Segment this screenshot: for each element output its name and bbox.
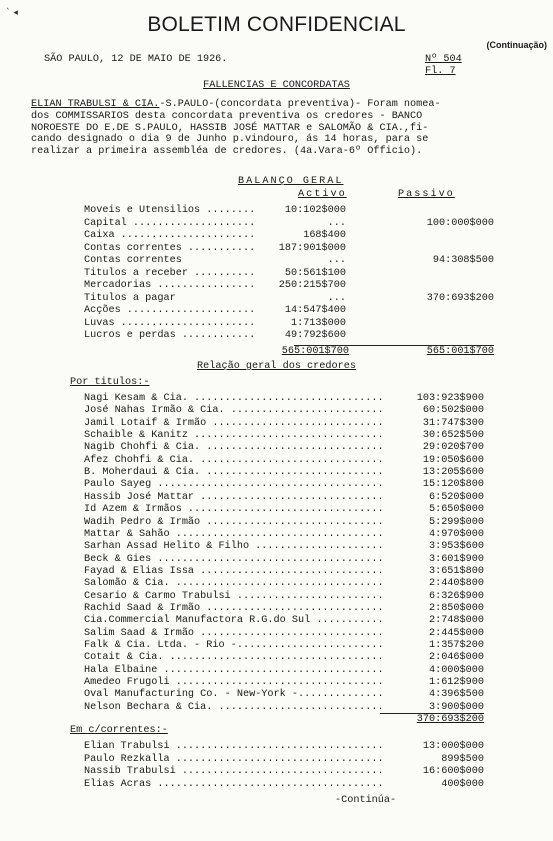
creditor-value: 2:850$000 [428,602,484,614]
balance-row [84,293,494,305]
current-account-row [84,754,484,766]
paragraph-line-2: dos COMMISSARIOS desta concordata preventiva os credores - BANCO [31,110,423,122]
continuation-label: (Continuação) [486,40,547,50]
issue-number-text: Nº 504 [425,54,462,65]
creditor-name: José Nahas Irmão & Cia. ......................... [84,405,384,417]
balance-row [84,205,494,217]
creditor-name: Hala Elbaine .................................... [84,664,384,676]
passivo-column-header: Passivo [398,189,455,200]
creditors-total [417,714,484,726]
creditor-name: Fayad & Elias Issa .............................. [84,565,384,577]
creditor-name: Sarhan Assad Helito & Filho ..................... [84,541,384,553]
creditor-value: 3:953$600 [428,541,484,553]
creditor-row [84,492,484,504]
firm-name: ELIAN TRABULSI & CIA. [31,99,160,110]
balance-row-label: Titulos a receber .......... [84,267,256,279]
creditor-row [84,479,484,491]
creditors-title: Relação geral dos credores [197,361,356,372]
creditor-value: 103:923$900 [416,393,484,404]
creditor-value: 15:120$800 [422,479,484,491]
creditor-name: Rachid Saad & Irmão ............................. [84,602,384,614]
creditor-row [84,628,484,640]
creditor-value: 1:612$900 [428,677,484,689]
corner-mark: ` ◂ [6,8,18,18]
current-account-name: Elias Acras ..................................... [84,778,384,790]
balance-row [84,218,494,230]
creditor-value: 3:651$800 [428,565,484,577]
creditor-value: 2:748$000 [428,615,484,627]
balance-row-passivo: 370:693$200 [426,292,494,304]
creditor-name: Paulo Sayeg ..................................... [84,479,384,491]
current-account-row [84,779,484,791]
creditor-row [84,640,484,652]
balance-row-activo: ... [327,292,346,304]
creditor-name: Id Azem & Irmãos ................................ [84,504,384,516]
balance-row [84,230,494,242]
creditor-row [84,591,484,603]
current-account-value: 400$000 [441,778,484,790]
paragraph-line-1 [31,99,441,111]
balance-row-activo: 250:215$700 [278,280,346,291]
creditor-value: 1:357$200 [428,640,484,651]
balance-title: BALANÇO GERAL [238,176,344,187]
creditor-value: 13:205$600 [422,467,484,479]
creditor-row [84,615,484,627]
balance-row-activo: 187:901$000 [278,242,346,254]
creditor-value: 6:520$000 [428,491,484,503]
balance-row [84,280,494,292]
creditor-row [84,689,484,701]
balance-row-label: Contas correntes ........... [84,242,256,254]
notice-paragraph [31,99,441,158]
balance-row-label: Caixa ...................... [84,230,256,241]
issue-number [425,54,462,66]
balance-row [84,268,494,280]
balance-row [84,330,494,342]
balance-row-label: Acções ..................... [84,305,256,316]
creditor-row [84,566,484,578]
creditor-name: Cesario & Carmo Trabulsi ........................ [84,590,384,602]
balance-row-passivo: 100:000$000 [426,217,494,229]
creditor-name: Schaible & Kanitz ............................... [84,430,384,442]
creditor-row [84,467,484,479]
creditor-value: 4:396$500 [428,689,484,701]
current-account-row [84,741,484,753]
creditor-row [84,405,484,417]
creditor-value: 5:299$000 [428,516,484,528]
creditor-value: 60:502$000 [422,405,484,417]
balance-total-activo-value: 565:001$700 [281,346,349,357]
balance-row-activo: 14:547$400 [284,305,346,316]
creditor-value: 4:970$000 [428,528,484,540]
current-account-name: Elian Trabulsi .................................. [84,741,384,752]
creditor-row [84,517,484,529]
creditor-row [84,554,484,566]
balance-total-activo [282,346,349,358]
balance-row-label: Contas correntes [84,255,182,266]
creditor-value: 3:601$900 [428,553,484,565]
balance-row-activo: 1:713$000 [290,317,346,329]
balance-row-activo: 168$400 [303,230,346,241]
creditor-row [84,455,484,467]
creditor-row [84,677,484,689]
creditor-value: 31:747$300 [422,417,484,429]
folio-text: Fl. 7 [425,66,456,77]
creditor-name: B. Moherdaui & Cia. ............................. [84,467,384,479]
creditor-value: 3:900$000 [428,701,484,713]
paragraph-line-1-rest: -S.PAULO-(concordata preventiva)- Foram nomea- [159,99,441,110]
creditor-value: 5:650$000 [428,504,484,516]
creditor-row [84,652,484,664]
creditor-value: 19:050$600 [422,454,484,466]
creditor-row [84,430,484,442]
current-account-name: Paulo Rezkalla .................................. [84,753,384,765]
creditor-name: Oval Manufacturing Co. - New-York -.............. [84,689,384,701]
continua-label: -Continúa- [335,795,397,806]
balance-row-activo: 49:792$600 [284,330,346,341]
creditor-name: Nelson Bechara & Cia. ........................... [84,701,384,713]
section-title: FALLENCIAS E CONCORDATAS [203,80,350,91]
balance-row-activo: ... [327,255,346,266]
balance-row-label: Titulos a pagar [84,292,176,304]
balance-row-label: Lucros e perdas ............ [84,330,256,341]
creditor-name: Cotait & Cia. ................................... [84,652,384,664]
balance-row-label: Capital .................... [84,217,256,229]
creditor-row [84,541,484,553]
balance-row [84,305,494,317]
creditor-name: Nagib Chohfi & Cia. ............................. [84,442,384,454]
creditor-name: Jamil Lotaif & Irmão ............................ [84,417,384,429]
creditor-name: Nagi Kesam & Cia. ............................... [84,393,384,404]
balance-row [84,255,494,267]
em-cc-heading: Em c/correntes:- [70,725,168,736]
creditor-row [84,442,484,454]
creditor-name: Salim Saad & Irmão .............................. [84,627,384,639]
creditor-name: Cia.Commercial Manufactora R.G.do Sul ........... [84,615,384,627]
creditor-row [84,665,484,677]
bulletin-title: BOLETIM CONFIDENCIAL [147,13,406,36]
current-account-value: 16:600$000 [422,766,484,777]
balance-row-label: Moveis e Utensilios ........ [84,205,256,216]
creditor-row [84,603,484,615]
folio-number [425,66,456,78]
creditor-value: 2:445$000 [428,627,484,639]
balance-row-activo: ... [327,217,346,229]
creditor-row [84,529,484,541]
current-account-value: 13:000$000 [422,741,484,752]
creditor-row [84,504,484,516]
creditor-name: Hassib José Mattar .............................. [84,491,384,503]
creditor-value: 29:020$700 [422,442,484,454]
creditor-value: 2:440$800 [428,578,484,590]
balance-total-passivo-value: 565:001$700 [426,346,494,357]
creditor-name: Beck & Gies ..................................... [84,553,384,565]
creditor-value: 2:046$000 [428,652,484,664]
creditor-name: Mattar & Sahão .................................. [84,528,384,540]
balance-row-label: Luvas ...................... [84,317,256,329]
current-account-name: Nassib Trabulsi ................................. [84,766,384,777]
por-titulos-heading: Por titulos:- [70,377,150,388]
balance-row-passivo: 94:308$500 [432,255,494,266]
creditor-value: 30:652$500 [422,430,484,442]
paragraph-line-4: cando designado o dia 9 de Junho p.vindouro, ás 14 horas, para se [31,134,429,146]
creditors-total-value: 370:693$200 [416,714,484,725]
balance-row-activo: 10:102$000 [284,205,346,216]
balance-row-activo: 50:561$100 [284,267,346,279]
creditor-name: Amedeo Frugoli .................................. [84,677,384,689]
creditor-row [84,702,484,714]
creditor-value: 6:326$900 [428,590,484,602]
current-account-row [84,766,484,778]
creditor-name: Falk & Cia. Ltda. - Rio -........................ [84,640,384,651]
balance-row [84,243,494,255]
paragraph-line-3: NOROESTE DO E.DE S.PAULO, HASSIB JOSÉ MATTAR e SALOMÃO & CIA.,fi- [31,122,429,134]
balance-total-passivo [427,346,494,358]
creditor-row [84,393,484,405]
creditor-name: Wadih Pedro & Irmão ............................. [84,516,384,528]
dateline: SÃO PAULO, 12 DE MAIO DE 1926. [44,54,228,65]
creditor-value: 4:000$000 [428,664,484,676]
balance-row-label: Mercadorias ................ [84,280,256,291]
creditor-name: Afez Chohfi & Cia. .............................. [84,454,384,466]
current-account-value: 899$500 [441,753,484,765]
creditor-row [84,418,484,430]
paragraph-line-5: realizar a primeira assembléa de credores. (4a.Vara-6º Officio). [31,146,423,158]
creditor-row [84,578,484,590]
balance-row [84,318,494,330]
activo-column-header: Activo [298,189,347,200]
creditor-name: Salomão & Cia. .................................. [84,578,384,590]
